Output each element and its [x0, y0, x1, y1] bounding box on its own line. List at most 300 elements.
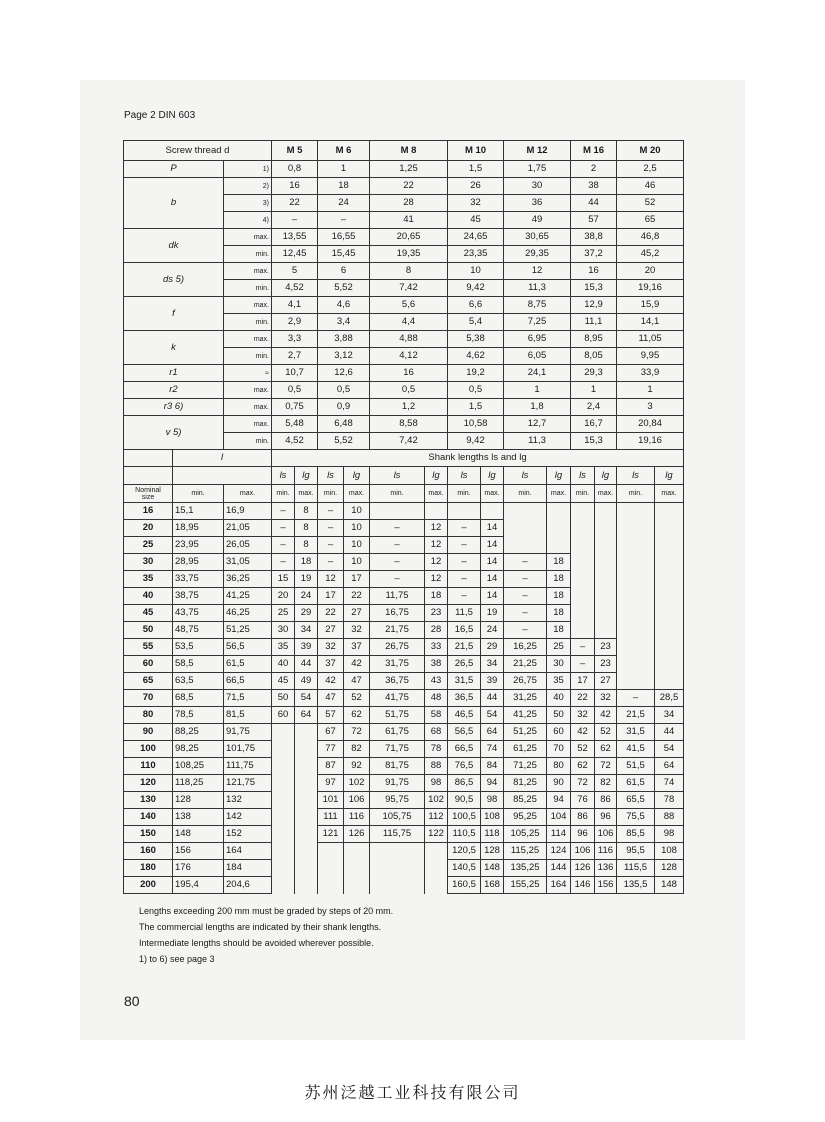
nominal-size-cell: 140 — [124, 809, 173, 826]
length-value: 126 — [344, 826, 370, 843]
parameter-value: 45 — [448, 212, 504, 229]
min-label: min. — [370, 485, 425, 503]
length-value: 77 — [318, 741, 344, 758]
length-value — [571, 520, 595, 537]
length-value — [595, 571, 617, 588]
length-value: 18 — [547, 622, 571, 639]
parameter-value: 20,65 — [370, 229, 448, 246]
parameter-value: 0,75 — [272, 399, 318, 416]
parameter-value: 10 — [448, 263, 504, 280]
parameter-value: 10,58 — [448, 416, 504, 433]
parameter-value: 11,3 — [504, 433, 571, 450]
length-value: 138 — [173, 809, 224, 826]
length-value — [655, 520, 684, 537]
min-label: min. — [448, 485, 481, 503]
parameter-value: 8,95 — [571, 331, 617, 348]
length-value: – — [504, 622, 547, 639]
length-value: 27 — [318, 622, 344, 639]
column-header-thread-size: M 8 — [370, 141, 448, 161]
length-value: 50 — [547, 707, 571, 724]
length-value: 24 — [481, 622, 504, 639]
parameter-value: 1,5 — [448, 399, 504, 416]
parameter-symbol: r1 — [124, 365, 224, 382]
parameter-symbol: P — [124, 161, 224, 178]
length-value: 19 — [295, 571, 318, 588]
length-value: 15,1 — [173, 503, 224, 520]
table-row — [124, 639, 684, 656]
nominal-size-cell: 110 — [124, 758, 173, 775]
length-value: – — [504, 554, 547, 571]
length-value — [571, 571, 595, 588]
length-value: 26,75 — [504, 673, 547, 690]
table-row — [124, 263, 684, 280]
length-value: – — [318, 554, 344, 571]
parameter-value: 22 — [370, 178, 448, 195]
length-value: 39 — [481, 673, 504, 690]
parameter-value: 24,1 — [504, 365, 571, 382]
shank-table-body — [124, 503, 684, 894]
length-value: 42 — [318, 673, 344, 690]
length-value: – — [272, 537, 295, 554]
length-value — [617, 503, 655, 520]
length-value — [272, 860, 295, 877]
length-value: 46,5 — [448, 707, 481, 724]
length-value: 14 — [481, 571, 504, 588]
length-value: – — [370, 571, 425, 588]
length-value: 102 — [344, 775, 370, 792]
length-value: 88 — [655, 809, 684, 826]
parameter-value: 5,6 — [370, 297, 448, 314]
length-value: 96 — [595, 809, 617, 826]
length-value: 26,75 — [370, 639, 425, 656]
length-value — [595, 605, 617, 622]
length-value: 72 — [595, 758, 617, 775]
length-value: 41,75 — [370, 690, 425, 707]
nominal-size-cell: 100 — [124, 741, 173, 758]
length-value: 34 — [295, 622, 318, 639]
length-value: 204,6 — [224, 877, 272, 894]
parameter-value: 29,3 — [571, 365, 617, 382]
ls-label: ls — [318, 467, 344, 485]
length-value: 62 — [571, 758, 595, 775]
length-value: 44 — [655, 724, 684, 741]
parameter-value: 6,95 — [504, 331, 571, 348]
length-value — [595, 503, 617, 520]
length-value: 71,25 — [504, 758, 547, 775]
length-value — [272, 843, 295, 860]
dimension-table — [123, 140, 684, 894]
parameter-value: 5,52 — [318, 433, 370, 450]
max-label: max. — [595, 485, 617, 503]
parameter-value: 1 — [617, 382, 684, 399]
length-value: 62 — [595, 741, 617, 758]
length-value: 71,75 — [370, 741, 425, 758]
length-value: 128 — [481, 843, 504, 860]
nominal-size-cell: 55 — [124, 639, 173, 656]
parameter-value: 38,8 — [571, 229, 617, 246]
nominal-size-cell: 40 — [124, 588, 173, 605]
length-value: 98 — [481, 792, 504, 809]
parameter-value: 4,4 — [370, 314, 448, 331]
parameter-value: 3 — [617, 399, 684, 416]
parameter-value: 6,05 — [504, 348, 571, 365]
length-value: 105,75 — [370, 809, 425, 826]
length-value: 116 — [344, 809, 370, 826]
note-line: Lengths exceeding 200 mm must be graded by steps of 20 mm. — [139, 906, 394, 916]
length-value: 14 — [481, 520, 504, 537]
parameter-value: 0,8 — [272, 161, 318, 178]
length-value — [595, 622, 617, 639]
length-value — [595, 554, 617, 571]
length-value — [318, 860, 344, 877]
length-value: 8 — [295, 520, 318, 537]
length-value: 50 — [272, 690, 295, 707]
length-value: 114 — [547, 826, 571, 843]
length-value — [272, 826, 295, 843]
table-row — [124, 178, 684, 195]
length-value: 124 — [547, 843, 571, 860]
length-value: – — [318, 503, 344, 520]
nominal-size-cell: 65 — [124, 673, 173, 690]
nominal-size-cell: 16 — [124, 503, 173, 520]
length-value: 12 — [318, 571, 344, 588]
parameter-value: 2,9 — [272, 314, 318, 331]
length-value: 42 — [595, 707, 617, 724]
parameter-value: 9,95 — [617, 348, 684, 365]
nominal-size-cell: 160 — [124, 843, 173, 860]
length-value: 67 — [318, 724, 344, 741]
length-value: 76 — [571, 792, 595, 809]
length-value: 29 — [295, 605, 318, 622]
length-value: 110,5 — [448, 826, 481, 843]
length-value: 32 — [571, 707, 595, 724]
length-value: 18,95 — [173, 520, 224, 537]
length-value: 10 — [344, 503, 370, 520]
length-value: 101,75 — [224, 741, 272, 758]
length-value: 25 — [547, 639, 571, 656]
length-value: 51,25 — [504, 724, 547, 741]
length-value: 142 — [224, 809, 272, 826]
column-header-thread-size: M 10 — [448, 141, 504, 161]
parameter-value: 24,65 — [448, 229, 504, 246]
table-row — [124, 843, 684, 860]
length-value — [617, 622, 655, 639]
length-value — [370, 860, 425, 877]
length-value: 32 — [344, 622, 370, 639]
column-header-thread-size: M 5 — [272, 141, 318, 161]
length-value: 90 — [547, 775, 571, 792]
length-value: 98,25 — [173, 741, 224, 758]
length-value: 32 — [595, 690, 617, 707]
length-value — [425, 860, 448, 877]
length-value: 111,75 — [224, 758, 272, 775]
length-value — [295, 758, 318, 775]
length-value: 88 — [425, 758, 448, 775]
length-value: 44 — [295, 656, 318, 673]
parameter-value: 1,25 — [370, 161, 448, 178]
parameter-value: 16,7 — [571, 416, 617, 433]
length-value: 94 — [547, 792, 571, 809]
length-value — [617, 588, 655, 605]
nominal-size-cell: 25 — [124, 537, 173, 554]
parameter-value: 28 — [370, 195, 448, 212]
length-value — [617, 605, 655, 622]
length-value: 16,75 — [370, 605, 425, 622]
parameter-value: 7,42 — [370, 280, 448, 297]
table-row — [124, 860, 684, 877]
note-line: 1) to 6) see page 3 — [139, 954, 215, 964]
length-value: 84 — [481, 758, 504, 775]
length-value: 54 — [655, 741, 684, 758]
parameter-value: 4,1 — [272, 297, 318, 314]
nominal-size-label — [124, 485, 173, 503]
nominal-text: Nominal — [135, 486, 161, 494]
parameter-qualifier: 4) — [224, 212, 272, 229]
length-value: 41,25 — [224, 588, 272, 605]
parameter-qualifier: max. — [224, 263, 272, 280]
parameter-value: 11,3 — [504, 280, 571, 297]
parameter-value: 36 — [504, 195, 571, 212]
parameter-value: 6 — [318, 263, 370, 280]
length-value — [655, 554, 684, 571]
nominal-size-cell: 200 — [124, 877, 173, 894]
length-value: – — [448, 537, 481, 554]
parameter-value: 14,1 — [617, 314, 684, 331]
table-row — [124, 775, 684, 792]
max-label: max. — [547, 485, 571, 503]
lg-label: lg — [481, 467, 504, 485]
length-value: 36,5 — [448, 690, 481, 707]
length-value: 18 — [547, 571, 571, 588]
length-value: 14 — [481, 537, 504, 554]
length-value: 102 — [425, 792, 448, 809]
length-value: 43 — [425, 673, 448, 690]
length-value: 16,5 — [448, 622, 481, 639]
nominal-size-cell: 30 — [124, 554, 173, 571]
length-value: 128 — [173, 792, 224, 809]
length-value — [318, 843, 344, 860]
length-value: 53,5 — [173, 639, 224, 656]
length-value: 10 — [344, 537, 370, 554]
length-value: 51,25 — [224, 622, 272, 639]
length-value: 92 — [344, 758, 370, 775]
length-value — [272, 741, 295, 758]
blank-cell — [124, 450, 173, 467]
parameter-value: 5,4 — [448, 314, 504, 331]
max-label: max. — [481, 485, 504, 503]
length-value: – — [448, 520, 481, 537]
parameter-value: 30 — [504, 178, 571, 195]
length-value: 65,5 — [617, 792, 655, 809]
parameter-value: 2,7 — [272, 348, 318, 365]
length-value: 90,5 — [448, 792, 481, 809]
table-row — [124, 690, 684, 707]
parameter-value: 23,35 — [448, 246, 504, 263]
parameter-value: 1 — [504, 382, 571, 399]
length-value: – — [504, 605, 547, 622]
table-row — [124, 622, 684, 639]
parameter-value: 9,42 — [448, 433, 504, 450]
length-value: 51,75 — [370, 707, 425, 724]
table-row — [124, 809, 684, 826]
length-value — [571, 622, 595, 639]
table-row — [124, 416, 684, 433]
length-value: 46,25 — [224, 605, 272, 622]
note-line: The commercial lengths are indicated by their shank lengths. — [139, 922, 382, 932]
length-value: 15 — [272, 571, 295, 588]
length-value: 26,5 — [448, 656, 481, 673]
length-value: 63,5 — [173, 673, 224, 690]
parameter-symbol: dk — [124, 229, 224, 263]
parameter-value: 37,2 — [571, 246, 617, 263]
length-value: 42 — [344, 656, 370, 673]
length-value: 70 — [547, 741, 571, 758]
parameter-value: 5,52 — [318, 280, 370, 297]
length-value: 122 — [425, 826, 448, 843]
length-value: 60 — [272, 707, 295, 724]
length-value: 33,75 — [173, 571, 224, 588]
length-value: 31,25 — [504, 690, 547, 707]
length-value: 148 — [173, 826, 224, 843]
length-value: 10 — [344, 554, 370, 571]
length-value: 31,5 — [617, 724, 655, 741]
parameter-value: 4,88 — [370, 331, 448, 348]
length-value: 140,5 — [448, 860, 481, 877]
length-value — [655, 605, 684, 622]
lg-label: lg — [655, 467, 684, 485]
table-row — [124, 503, 684, 520]
parameter-value: 19,16 — [617, 280, 684, 297]
parameter-value: 12 — [504, 263, 571, 280]
length-value: 68,5 — [173, 690, 224, 707]
ls-label: ls — [370, 467, 425, 485]
length-value: 72 — [344, 724, 370, 741]
table-row — [124, 161, 684, 178]
length-value: 62 — [344, 707, 370, 724]
length-value: 8 — [295, 503, 318, 520]
parameter-symbol: k — [124, 331, 224, 365]
table-row — [124, 707, 684, 724]
length-value: 78 — [655, 792, 684, 809]
table-row — [124, 382, 684, 399]
length-value: 85,5 — [617, 826, 655, 843]
length-value: 40 — [547, 690, 571, 707]
length-value: – — [448, 554, 481, 571]
length-value: 95,75 — [370, 792, 425, 809]
ls-label: ls — [617, 467, 655, 485]
length-value: 155,25 — [504, 877, 547, 894]
length-value: 33 — [425, 639, 448, 656]
length-value: 47 — [318, 690, 344, 707]
length-value — [595, 520, 617, 537]
length-value: 81,75 — [370, 758, 425, 775]
parameter-value: 2 — [571, 161, 617, 178]
parameter-value: 10,7 — [272, 365, 318, 382]
parameter-value: 2,5 — [617, 161, 684, 178]
parameter-value: 6,6 — [448, 297, 504, 314]
length-value — [295, 792, 318, 809]
length-value: 184 — [224, 860, 272, 877]
length-value — [370, 503, 425, 520]
table-row — [124, 141, 684, 161]
length-value: 87 — [318, 758, 344, 775]
parameter-value: 8 — [370, 263, 448, 280]
length-value: – — [617, 690, 655, 707]
column-header-screw-thread: Screw thread d — [124, 141, 272, 161]
length-value: 12 — [425, 537, 448, 554]
nominal-size-cell: 45 — [124, 605, 173, 622]
length-value — [295, 826, 318, 843]
length-value: 68 — [425, 724, 448, 741]
length-value: – — [318, 520, 344, 537]
parameter-value: 1 — [571, 382, 617, 399]
table-row — [124, 588, 684, 605]
min-label: min. — [504, 485, 547, 503]
max-label: max. — [295, 485, 318, 503]
parameter-qualifier: 2) — [224, 178, 272, 195]
length-value: 120,5 — [448, 843, 481, 860]
nominal-size-cell: 90 — [124, 724, 173, 741]
parameter-value: 16 — [272, 178, 318, 195]
parameter-value: 45,2 — [617, 246, 684, 263]
parameter-value: 0,5 — [370, 382, 448, 399]
length-value: 148 — [481, 860, 504, 877]
length-value: 47 — [344, 673, 370, 690]
length-value: 121 — [318, 826, 344, 843]
parameter-value: 20 — [617, 263, 684, 280]
length-value — [617, 673, 655, 690]
parameter-value: – — [272, 212, 318, 229]
length-value — [617, 554, 655, 571]
lg-label: lg — [295, 467, 318, 485]
length-value: – — [318, 537, 344, 554]
length-value: 11,75 — [370, 588, 425, 605]
length-value: – — [272, 520, 295, 537]
length-value: 105,25 — [504, 826, 547, 843]
parameter-value: 1,2 — [370, 399, 448, 416]
parameter-value: 46,8 — [617, 229, 684, 246]
length-value: – — [272, 554, 295, 571]
max-label: max. — [344, 485, 370, 503]
length-value: 45 — [272, 673, 295, 690]
parameter-value: 1,8 — [504, 399, 571, 416]
parameter-value: 19,2 — [448, 365, 504, 382]
parameter-value: 7,25 — [504, 314, 571, 331]
length-value: 148 — [655, 877, 684, 894]
ls-label: ls — [571, 467, 595, 485]
length-value: – — [272, 503, 295, 520]
length-value: 20 — [272, 588, 295, 605]
length-value: – — [448, 588, 481, 605]
parameter-value: 24 — [318, 195, 370, 212]
table-row — [124, 571, 684, 588]
length-value: 54 — [295, 690, 318, 707]
shank-table-header — [124, 450, 684, 503]
nominal-size-cell: 35 — [124, 571, 173, 588]
parameter-qualifier: max. — [224, 399, 272, 416]
table-row — [124, 673, 684, 690]
length-value: – — [448, 571, 481, 588]
length-value — [547, 503, 571, 520]
length-value: 121,75 — [224, 775, 272, 792]
length-value: 39 — [295, 639, 318, 656]
parameter-value: 0,5 — [272, 382, 318, 399]
length-value: 118,25 — [173, 775, 224, 792]
length-value: 85,25 — [504, 792, 547, 809]
length-value — [318, 877, 344, 894]
length-value: 21,25 — [504, 656, 547, 673]
length-value: 35 — [547, 673, 571, 690]
